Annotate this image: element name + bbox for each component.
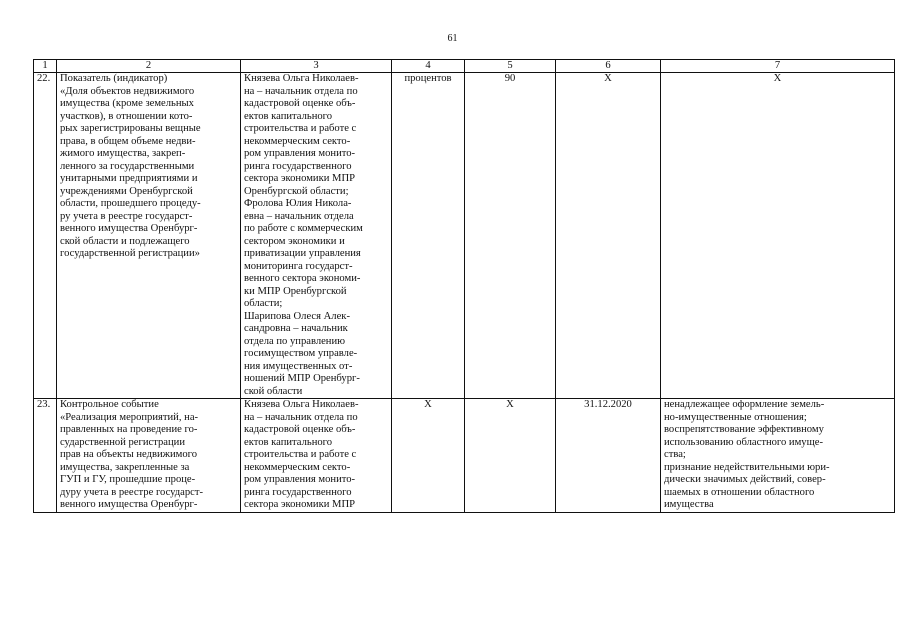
indicator-name: Показатель (индикатор) «Доля объектов недвижимого имущества (кроме земельных участков), в отношении кото- рых зарегистрированы вещные права, в общем объеме недви- жимого имущества, закреп- ленного за государственными унитарными предприятиями и учреждениями Оренбургской области, прошедшего процеду- ру учета в реестре государст- венного имущества Оренбург- ской области и подлежащего государственной регистрации» [57, 73, 241, 399]
header-col-2: 2 [57, 60, 241, 73]
table-header-row [34, 60, 895, 73]
target-value: 90 [465, 73, 556, 399]
header-col-5: 5 [465, 60, 556, 73]
table-row [34, 399, 895, 513]
row-number: 23. [34, 399, 57, 513]
responsible-persons: Князева Ольга Николаев- на – начальник отдела по кадастровой оценке объ- ектов капитального строительства и работе с некоммерческим секто- ром управления монито- ринга государственного сектора экономики МПР Оренбургской области; Фролова Юлия Никола- евна – начальник отдела по работе с коммерческим сектором экономики и приватизации управления мониторинга государст- венного сектора экономи- ки МПР Оренбургской области; Шарипова Олеся Алек- сандровна – начальник отдела по управлению госимуществом управле- ния имущественных от- ношений МПР Оренбург- ской области [241, 73, 392, 399]
indicator-name: Контрольное событие «Реализация мероприятий, на- правленных на проведение го- сударственной регистрации прав на объекты недвижимого имущества, закрепленные за ГУП и ГУ, прошедшие проце- дуру учета в реестре государст- венного имущества Оренбург- [57, 399, 241, 513]
table-row [34, 73, 895, 399]
header-col-3: 3 [241, 60, 392, 73]
header-col-7: 7 [661, 60, 895, 73]
page-bottom-margin [0, 595, 905, 640]
page-number: 61 [447, 33, 458, 44]
plan-table [33, 59, 895, 513]
target-value: X [465, 399, 556, 513]
header-col-4: 4 [392, 60, 465, 73]
unit-of-measure: процентов [392, 73, 465, 399]
unit-of-measure: X [392, 399, 465, 513]
deadline-date: 31.12.2020 [556, 399, 661, 513]
responsible-persons: Князева Ольга Николаев- на – начальник отдела по кадастровой оценке объ- ектов капитального строительства и работе с некоммерческим секто- ром управления монито- ринга государственного сектора экономики МПР [241, 399, 392, 513]
header-col-6: 6 [556, 60, 661, 73]
risks: X [661, 73, 895, 399]
row-number: 22. [34, 73, 57, 399]
risks: ненадлежащее оформление земель- но-имущественные отношения; воспрепятствование эффективному использованию областного имуще- ства; признание недействительными юри- дически значимых действий, совер- шаемых в отношении областного имущества [661, 399, 895, 513]
deadline-date: X [556, 73, 661, 399]
header-col-1: 1 [34, 60, 57, 73]
